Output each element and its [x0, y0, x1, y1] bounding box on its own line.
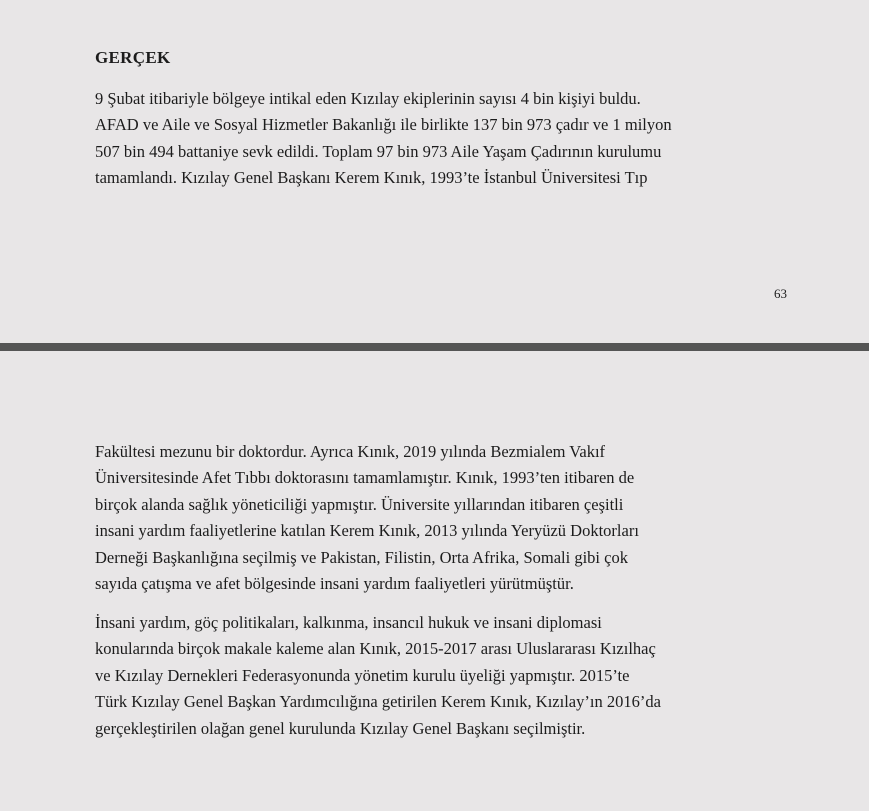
text-line: 507 bin 494 battaniye sevk edildi. Toplam 97 bin 973 Aile Yaşam Çadırının kurulumu: [95, 141, 662, 161]
text-line: 9 Şubat itibariyle bölgeye intikal eden Kızılay ekiplerinin sayısı 4 bin kişiyi buldu.: [95, 89, 641, 108]
body-paragraph-1: [95, 439, 795, 597]
text-line: Türk Kızılay Genel Başkan Yardımcılığına getirilen Kerem Kınık, Kızılay’ın 2016’da: [95, 692, 661, 712]
section-heading: GERÇEK: [95, 48, 171, 67]
body-paragraph-2: [95, 610, 795, 742]
document-page-top: [0, 0, 869, 343]
page-divider: [0, 343, 869, 351]
text-line: konularında birçok makale kaleme alan Kınık, 2015-2017 arası Uluslararası Kızılhaç: [95, 639, 656, 659]
text-line: Derneği Başkanlığına seçilmiş ve Pakistan, Filistin, Orta Afrika, Somali gibi çok: [95, 547, 628, 567]
text-line: Fakültesi mezunu bir doktordur. Ayrıca Kınık, 2019 yılında Bezmialem Vakıf: [95, 442, 606, 461]
text-line: İnsani yardım, göç politikaları, kalkınma, insancıl hukuk ve insani diplomasi: [95, 613, 602, 632]
text-line: insani yardım faaliyetlerine katılan Kerem Kınık, 2013 yılında Yeryüzü Doktorları: [95, 521, 639, 541]
text-line: Üniversitesinde Afet Tıbbı doktorasını tamamlamıştır. Kınık, 1993’ten itibaren de: [95, 468, 635, 488]
body-paragraph-top: [95, 86, 795, 192]
text-line: birçok alanda sağlık yöneticiliği yapmıştır. Üniversite yıllarından itibaren çeşitli: [95, 494, 624, 514]
text-line: ve Kızılay Dernekleri Federasyonunda yönetim kurulu üyeliği yapmıştır. 2015’te: [95, 665, 630, 685]
text-line: AFAD ve Aile ve Sosyal Hizmetler Bakanlığı ile birlikte 137 bin 973 çadır ve 1 milyon: [95, 115, 672, 135]
text-line: tamamlandı. Kızılay Genel Başkanı Kerem Kınık, 1993’te İstanbul Üniversitesi Tıp: [95, 168, 648, 188]
text-line: sayıda çatışma ve afet bölgesinde insani yardım faaliyetleri yürütmüştür.: [95, 573, 574, 593]
document-page-bottom: [0, 351, 869, 811]
text-line: gerçekleştirilen olağan genel kurulunda Kızılay Genel Başkanı seçilmiştir.: [95, 718, 586, 738]
page-number: 63: [774, 286, 787, 301]
